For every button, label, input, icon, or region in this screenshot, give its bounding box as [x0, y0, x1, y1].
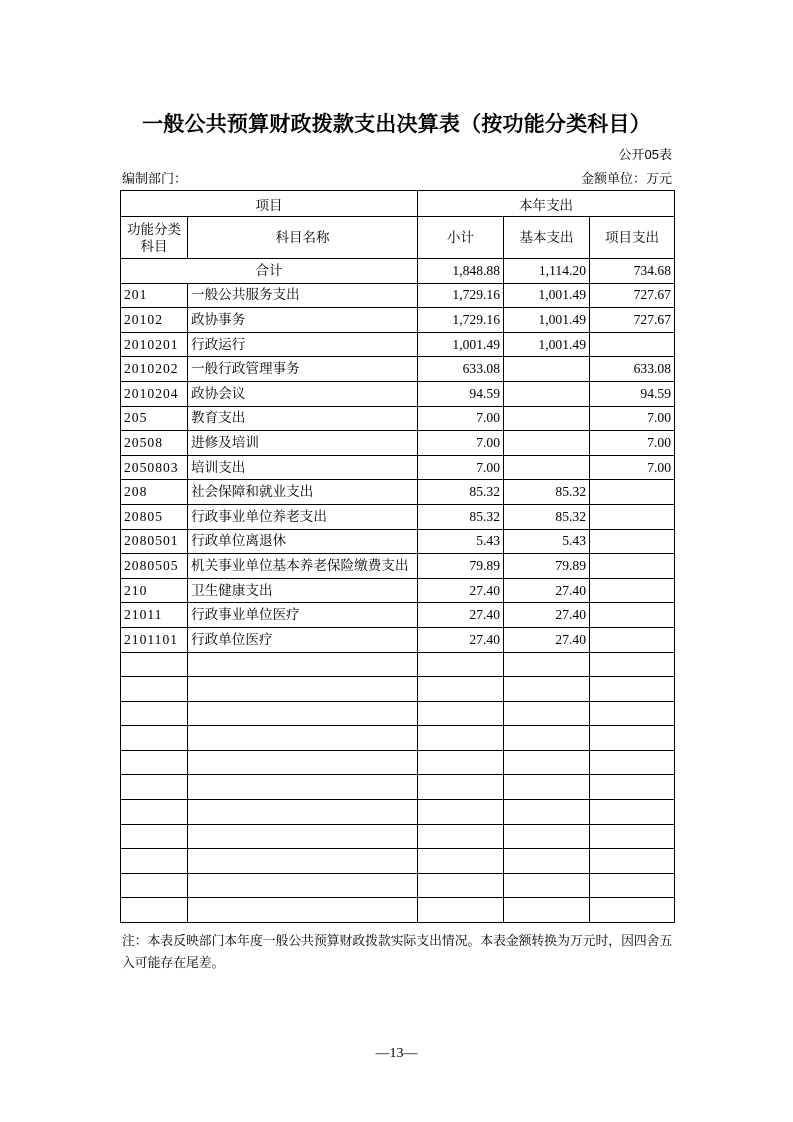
- empty-cell: [188, 824, 418, 849]
- empty-cell: [418, 775, 504, 800]
- empty-cell: [418, 824, 504, 849]
- empty-cell: [504, 800, 590, 825]
- empty-cell: [504, 677, 590, 702]
- empty-cell: [121, 824, 188, 849]
- empty-row: [121, 726, 675, 751]
- table-row: [121, 627, 675, 652]
- cell-code: 2010204: [121, 381, 188, 406]
- cell-code: 2080505: [121, 554, 188, 579]
- header-name: 科目名称: [188, 217, 418, 259]
- cell-project: [590, 627, 675, 652]
- empty-cell: [188, 849, 418, 874]
- table-row: [121, 578, 675, 603]
- cell-code: 20805: [121, 504, 188, 529]
- unit-label: 金额单位：万元: [580, 171, 672, 186]
- empty-cell: [121, 873, 188, 898]
- budget-table: [120, 190, 675, 923]
- empty-row: [121, 873, 675, 898]
- empty-cell: [121, 849, 188, 874]
- empty-cell: [418, 701, 504, 726]
- empty-cell: [121, 750, 188, 775]
- cell-project: 633.08: [590, 357, 675, 382]
- empty-cell: [418, 873, 504, 898]
- empty-cell: [504, 824, 590, 849]
- cell-subtotal: 27.40: [418, 603, 504, 628]
- table-row: [121, 480, 675, 505]
- cell-subtotal: 7.00: [418, 431, 504, 456]
- empty-row: [121, 652, 675, 677]
- cell-name: 一般行政管理事务: [188, 357, 418, 382]
- empty-cell: [188, 898, 418, 923]
- cell-name: 教育支出: [188, 406, 418, 431]
- empty-cell: [121, 701, 188, 726]
- cell-name: 行政单位离退休: [188, 529, 418, 554]
- cell-subtotal: 27.40: [418, 627, 504, 652]
- empty-cell: [121, 800, 188, 825]
- cell-name: 政协事务: [188, 308, 418, 333]
- table-row: [121, 357, 675, 382]
- empty-cell: [590, 750, 675, 775]
- cell-name: 进修及培训: [188, 431, 418, 456]
- header-project: 项目: [121, 191, 418, 217]
- cell-code: 208: [121, 480, 188, 505]
- table-row: [121, 554, 675, 579]
- empty-row: [121, 800, 675, 825]
- cell-project: 94.59: [590, 381, 675, 406]
- empty-cell: [188, 775, 418, 800]
- empty-row: [121, 701, 675, 726]
- empty-cell: [121, 652, 188, 677]
- page-title: 一般公共预算财政拨款支出决算表（按功能分类科目）: [142, 113, 651, 136]
- cell-name: 一般公共服务支出: [188, 283, 418, 308]
- empty-cell: [504, 750, 590, 775]
- cell-subtotal: 633.08: [418, 357, 504, 382]
- empty-cell: [188, 873, 418, 898]
- table-row: [121, 529, 675, 554]
- cell-project: [590, 529, 675, 554]
- cell-basic: 1,001.49: [504, 308, 590, 333]
- empty-row: [121, 898, 675, 923]
- header-code: [121, 217, 188, 259]
- cell-name: 行政事业单位医疗: [188, 603, 418, 628]
- cell-name: 行政运行: [188, 332, 418, 357]
- total-basic: 1,114.20: [504, 259, 590, 284]
- cell-basic: 27.40: [504, 627, 590, 652]
- empty-cell: [188, 750, 418, 775]
- cell-name: 培训支出: [188, 455, 418, 480]
- empty-cell: [418, 677, 504, 702]
- header-basic: 基本支出: [504, 217, 590, 259]
- cell-code: 2080501: [121, 529, 188, 554]
- total-row: [121, 259, 675, 284]
- cell-basic: [504, 455, 590, 480]
- cell-project: [590, 480, 675, 505]
- empty-row: [121, 849, 675, 874]
- header-code-line2: 科目: [140, 238, 168, 254]
- empty-row: [121, 824, 675, 849]
- cell-basic: [504, 406, 590, 431]
- cell-name: 政协会议: [188, 381, 418, 406]
- empty-cell: [418, 800, 504, 825]
- cell-basic: [504, 431, 590, 456]
- cell-basic: [504, 357, 590, 382]
- empty-cell: [418, 652, 504, 677]
- header-row-columns: [121, 217, 675, 259]
- cell-name: 卫生健康支出: [188, 578, 418, 603]
- empty-cell: [121, 677, 188, 702]
- cell-project: 727.67: [590, 283, 675, 308]
- cell-project: 727.67: [590, 308, 675, 333]
- empty-row: [121, 677, 675, 702]
- cell-code: 2010202: [121, 357, 188, 382]
- empty-cell: [121, 775, 188, 800]
- page-number: —13—: [375, 1046, 418, 1061]
- empty-cell: [188, 800, 418, 825]
- cell-subtotal: 94.59: [418, 381, 504, 406]
- cell-project: 7.00: [590, 455, 675, 480]
- empty-cell: [504, 726, 590, 751]
- table-row: [121, 406, 675, 431]
- table-row: [121, 308, 675, 333]
- form-number: 公开05表: [618, 147, 672, 162]
- cell-basic: 1,001.49: [504, 283, 590, 308]
- table-row: [121, 381, 675, 406]
- cell-code: 201: [121, 283, 188, 308]
- empty-cell: [590, 701, 675, 726]
- header-subtotal: 小计: [418, 217, 504, 259]
- compiler-label: 编制部门：: [122, 171, 188, 186]
- cell-subtotal: 1,001.49: [418, 332, 504, 357]
- header-current-year: 本年支出: [418, 191, 675, 217]
- empty-cell: [418, 726, 504, 751]
- cell-code: 2101101: [121, 627, 188, 652]
- empty-cell: [504, 701, 590, 726]
- empty-cell: [590, 726, 675, 751]
- empty-cell: [504, 775, 590, 800]
- empty-cell: [418, 849, 504, 874]
- total-label: 合计: [121, 259, 418, 284]
- header-code-line1: 功能分类: [127, 221, 181, 237]
- empty-row: [121, 775, 675, 800]
- empty-row: [121, 750, 675, 775]
- cell-project: [590, 332, 675, 357]
- cell-project: [590, 603, 675, 628]
- cell-code: 2010201: [121, 332, 188, 357]
- empty-cell: [504, 652, 590, 677]
- footnote: 注：本表反映部门本年度一般公共预算财政拨款实际支出情况。本表金额转换为万元时，因四舍五入可能存在尾差。: [122, 934, 673, 970]
- cell-name: 行政单位医疗: [188, 627, 418, 652]
- cell-subtotal: 85.32: [418, 480, 504, 505]
- cell-code: 20508: [121, 431, 188, 456]
- cell-project: [590, 504, 675, 529]
- table-row: [121, 431, 675, 456]
- cell-code: 2050803: [121, 455, 188, 480]
- empty-cell: [188, 677, 418, 702]
- cell-subtotal: 1,729.16: [418, 283, 504, 308]
- cell-subtotal: 85.32: [418, 504, 504, 529]
- cell-project: [590, 554, 675, 579]
- empty-cell: [188, 701, 418, 726]
- cell-basic: 85.32: [504, 504, 590, 529]
- header-row-group: [121, 191, 675, 217]
- empty-cell: [188, 652, 418, 677]
- empty-cell: [590, 873, 675, 898]
- table-row: [121, 283, 675, 308]
- cell-basic: 79.89: [504, 554, 590, 579]
- cell-code: 210: [121, 578, 188, 603]
- empty-cell: [418, 750, 504, 775]
- empty-cell: [590, 677, 675, 702]
- cell-subtotal: 79.89: [418, 554, 504, 579]
- cell-name: 行政事业单位养老支出: [188, 504, 418, 529]
- header-project-expense: 项目支出: [590, 217, 675, 259]
- cell-basic: 5.43: [504, 529, 590, 554]
- cell-project: 7.00: [590, 406, 675, 431]
- table-row: [121, 504, 675, 529]
- empty-cell: [121, 898, 188, 923]
- cell-subtotal: 7.00: [418, 455, 504, 480]
- total-subtotal: 1,848.88: [418, 259, 504, 284]
- cell-code: 20102: [121, 308, 188, 333]
- empty-cell: [504, 898, 590, 923]
- cell-project: 7.00: [590, 431, 675, 456]
- table-row: [121, 332, 675, 357]
- cell-subtotal: 27.40: [418, 578, 504, 603]
- empty-cell: [590, 775, 675, 800]
- cell-name: 社会保障和就业支出: [188, 480, 418, 505]
- empty-cell: [590, 652, 675, 677]
- table-row: [121, 603, 675, 628]
- empty-cell: [590, 824, 675, 849]
- empty-cell: [504, 873, 590, 898]
- empty-cell: [590, 898, 675, 923]
- empty-cell: [188, 726, 418, 751]
- cell-basic: 1,001.49: [504, 332, 590, 357]
- empty-cell: [590, 800, 675, 825]
- empty-cell: [504, 849, 590, 874]
- table-row: [121, 455, 675, 480]
- cell-basic: 27.40: [504, 578, 590, 603]
- cell-subtotal: 5.43: [418, 529, 504, 554]
- empty-cell: [418, 898, 504, 923]
- cell-code: 205: [121, 406, 188, 431]
- cell-code: 21011: [121, 603, 188, 628]
- cell-subtotal: 1,729.16: [418, 308, 504, 333]
- cell-basic: [504, 381, 590, 406]
- cell-basic: 27.40: [504, 603, 590, 628]
- empty-cell: [121, 726, 188, 751]
- cell-name: 机关事业单位基本养老保险缴费支出: [188, 554, 418, 579]
- cell-basic: 85.32: [504, 480, 590, 505]
- empty-cell: [590, 849, 675, 874]
- total-project: 734.68: [590, 259, 675, 284]
- cell-project: [590, 578, 675, 603]
- cell-subtotal: 7.00: [418, 406, 504, 431]
